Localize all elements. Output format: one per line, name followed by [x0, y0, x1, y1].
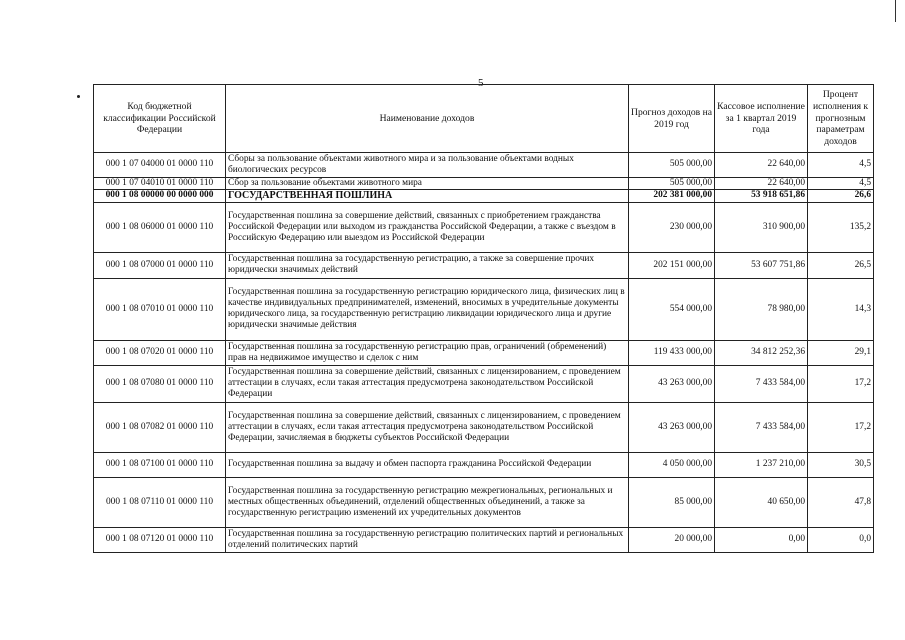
- row-forecast: 85 000,00: [629, 477, 715, 527]
- table-row: [94, 527, 874, 552]
- budget-income-table: [93, 84, 874, 553]
- row-forecast: 554 000,00: [629, 278, 715, 340]
- row-name: Государственная пошлина за государственную регистрацию политических партий и региональных отделений политических партий: [226, 527, 629, 552]
- row-percent: 29,1: [808, 340, 874, 365]
- row-percent: 17,2: [808, 402, 874, 452]
- table-row: [94, 178, 874, 190]
- row-percent: 30,5: [808, 452, 874, 477]
- row-name: ГОСУДАРСТВЕННАЯ ПОШЛИНА: [226, 190, 629, 203]
- row-forecast: 43 263 000,00: [629, 402, 715, 452]
- table-row: [94, 278, 874, 340]
- row-forecast: 505 000,00: [629, 153, 715, 178]
- table-row-section: [94, 190, 874, 203]
- row-cash: 22 640,00: [715, 178, 808, 190]
- table-row: [94, 365, 874, 402]
- row-forecast: 20 000,00: [629, 527, 715, 552]
- row-percent: 14,3: [808, 278, 874, 340]
- row-code: 000 1 08 07120 01 0000 110: [94, 527, 226, 552]
- page-edge-mark: [895, 0, 896, 22]
- row-cash: 1 237 210,00: [715, 452, 808, 477]
- row-name: Государственная пошлина за выдачу и обмен паспорта гражданина Российской Федерации: [226, 452, 629, 477]
- row-code: 000 1 08 07080 01 0000 110: [94, 365, 226, 402]
- row-code: 000 1 08 07100 01 0000 110: [94, 452, 226, 477]
- row-name: Государственная пошлина за государственную регистрацию межрегиональных, региональных и местных общественных объединений, отделений общественных объединений, а также за государственную регистрацию изменений их учредительных документов: [226, 477, 629, 527]
- row-name: Государственная пошлина за государственную регистрацию прав, ограничений (обременений) прав на недвижимое имущество и сделок с ним: [226, 340, 629, 365]
- header-code: Код бюджетной классификации Российской Федерации: [94, 85, 226, 153]
- row-percent: 135,2: [808, 202, 874, 252]
- table-row: [94, 477, 874, 527]
- row-forecast: 4 050 000,00: [629, 452, 715, 477]
- row-forecast: 230 000,00: [629, 202, 715, 252]
- table-header-row: [94, 85, 874, 153]
- row-forecast: 202 381 000,00: [629, 190, 715, 203]
- row-forecast: 43 263 000,00: [629, 365, 715, 402]
- row-percent: 0,0: [808, 527, 874, 552]
- page-number: 5: [478, 77, 484, 89]
- row-cash: 0,00: [715, 527, 808, 552]
- row-name: Государственная пошлина за совершение действий, связанных с приобретением гражданства Российской Федерации или выходом из гражданства Российской Федерации, а также с въездом в Российскую Федерацию или выездом из Российской Федерации: [226, 202, 629, 252]
- row-name: Сборы за пользование объектами животного мира и за пользование объектами водных биологических ресурсов: [226, 153, 629, 178]
- row-cash: 310 900,00: [715, 202, 808, 252]
- row-cash: 7 433 584,00: [715, 402, 808, 452]
- row-name: Государственная пошлина за совершение действий, связанных с лицензированием, с проведением аттестации в случаях, если такая аттестация предусмотрена законодательством Российской Федерации, зачисляемая в бюджеты субъектов Российской Федерации: [226, 402, 629, 452]
- row-percent: 26,5: [808, 252, 874, 278]
- row-code: 000 1 08 00000 00 0000 000: [94, 190, 226, 203]
- header-name: Наименование доходов: [226, 85, 629, 153]
- header-forecast: Прогноз доходов на 2019 год: [629, 85, 715, 153]
- row-forecast: 505 000,00: [629, 178, 715, 190]
- row-cash: 22 640,00: [715, 153, 808, 178]
- row-code: 000 1 08 07082 01 0000 110: [94, 402, 226, 452]
- row-code: 000 1 08 07000 01 0000 110: [94, 252, 226, 278]
- row-code: 000 1 08 07010 01 0000 110: [94, 278, 226, 340]
- row-percent: 17,2: [808, 365, 874, 402]
- row-cash: 53 918 651,86: [715, 190, 808, 203]
- row-name: Государственная пошлина за государственную регистрацию юридического лица, физических лиц в качестве индивидуальных предпринимателей, изменений, вносимых в учредительные документы юридического лица, за государственную регистрацию ликвидации юридического лица и другие юридически значимые действия: [226, 278, 629, 340]
- row-percent: 26,6: [808, 190, 874, 203]
- row-forecast: 202 151 000,00: [629, 252, 715, 278]
- row-percent: 4,5: [808, 153, 874, 178]
- row-cash: 53 607 751,86: [715, 252, 808, 278]
- header-cash: Кассовое исполнение за 1 квартал 2019 года: [715, 85, 808, 153]
- row-percent: 47,8: [808, 477, 874, 527]
- table-row: [94, 402, 874, 452]
- row-percent: 4,5: [808, 178, 874, 190]
- row-name: Государственная пошлина за совершение действий, связанных с лицензированием, с проведением аттестации в случаях, если такая аттестация предусмотрена законодательством Российской Федерации: [226, 365, 629, 402]
- table-row: [94, 153, 874, 178]
- header-percent: Процент исполнения к прогнозным параметрам доходов: [808, 85, 874, 153]
- row-name: Государственная пошлина за государственную регистрацию, а также за совершение прочих юридически значимых действий: [226, 252, 629, 278]
- row-code: 000 1 07 04010 01 0000 110: [94, 178, 226, 190]
- row-forecast: 119 433 000,00: [629, 340, 715, 365]
- table-row: [94, 340, 874, 365]
- row-cash: 7 433 584,00: [715, 365, 808, 402]
- table-row: [94, 202, 874, 252]
- table-row: [94, 452, 874, 477]
- row-cash: 34 812 252,36: [715, 340, 808, 365]
- row-name: Сбор за пользование объектами животного мира: [226, 178, 629, 190]
- row-cash: 78 980,00: [715, 278, 808, 340]
- row-code: 000 1 07 04000 01 0000 110: [94, 153, 226, 178]
- row-cash: 40 650,00: [715, 477, 808, 527]
- table-row: [94, 252, 874, 278]
- margin-dot: [77, 95, 80, 98]
- row-code: 000 1 08 07110 01 0000 110: [94, 477, 226, 527]
- row-code: 000 1 08 06000 01 0000 110: [94, 202, 226, 252]
- row-code: 000 1 08 07020 01 0000 110: [94, 340, 226, 365]
